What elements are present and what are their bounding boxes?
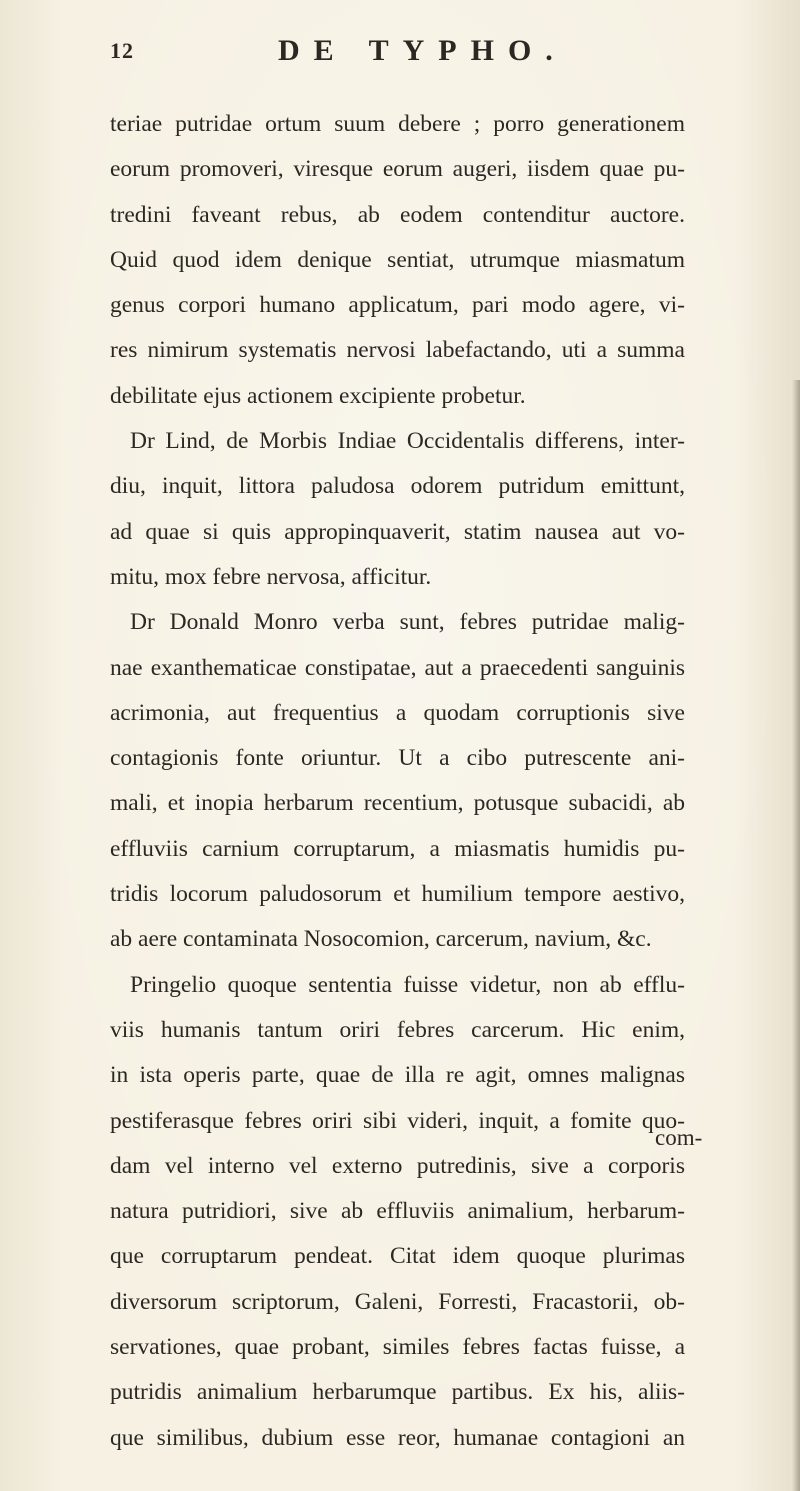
text-line: mitu, mox febre nervosa, afficitur. (110, 563, 432, 590)
text-line: tredini faveant rebus, ab eodem contenditur auctore. (110, 201, 685, 228)
text-line: diversorum scriptorum, Galeni, Forresti, Fracastorii, ob- (110, 1288, 685, 1315)
text-line: nae exanthematicae constipatae, aut a praecedenti sanguinis (110, 654, 685, 681)
text-line: dam vel interno vel externo putredinis, sive a corporis (110, 1152, 685, 1179)
text-line: genus corpori humano applicatum, pari modo agere, vi- (110, 292, 685, 319)
page-edge-shadow (792, 380, 800, 1491)
body-text (110, 102, 685, 1461)
page-number: 12 (110, 38, 134, 63)
text-line: res nimirum systematis nervosi labefactando, uti a summa (110, 337, 685, 364)
text-line: debilitate ejus actionem excipiente probetur. (110, 382, 526, 409)
text-line: effluviis carnium corruptarum, a miasmatis humidis pu- (110, 835, 685, 862)
text-line: tridis locorum paludosorum et humilium tempore aestivo, (110, 881, 685, 908)
text-line: Quid quod idem denique sentiat, utrumque miasmatum (110, 246, 685, 273)
text-line: ad quae si quis appropinquaverit, statim nausea aut vo- (110, 518, 685, 545)
text-line: Dr Donald Monro verba sunt, febres putridae malig- (130, 609, 685, 636)
text-line: acrimonia, aut frequentius a quodam corruptionis sive (110, 699, 685, 726)
running-title: DE TYPHO. (278, 34, 567, 67)
text-line: servationes, quae probant, similes febres factas fuisse, a (110, 1334, 685, 1361)
text-line: ab aere contaminata Nosocomion, carcerum, navium, &c. (110, 926, 652, 953)
text-line: que similibus, dubium esse reor, humanae contagioni an (110, 1424, 685, 1451)
text-line: Pringelio quoque sententia fuisse videtur, non ab efflu- (130, 971, 685, 998)
text-line: viis humanis tantum oriri febres carcerum. Hic enim, (110, 1016, 685, 1043)
text-line: Dr Lind, de Morbis Indiae Occidentalis differens, inter- (130, 428, 685, 455)
text-line: eorum promoveri, viresque eorum augeri, iisdem quae pu- (110, 156, 685, 183)
text-line: teriae putridae ortum suum debere ; porro generationem (110, 111, 685, 137)
text-line: in ista operis parte, quae de illa re agit, omnes malignas (110, 1062, 685, 1089)
text-line: pestiferasque febres oriri sibi videri, inquit, a fomite quo- (110, 1107, 685, 1134)
text-line: contagionis fonte oriuntur. Ut a cibo putrescente ani- (110, 745, 685, 772)
text-line: mali, et inopia herbarum recentium, potusque subacidi, ab (110, 790, 685, 817)
text-line: putridis animalium herbarumque partibus. Ex his, aliis- (110, 1379, 685, 1406)
text-line: natura putridiori, sive ab effluviis animalium, herbarum- (110, 1198, 685, 1225)
text-line: que corruptarum pendeat. Citat idem quoque plurimas (110, 1243, 685, 1270)
catchword: com- (655, 1125, 703, 1150)
text-line: diu, inquit, littora paludosa odorem putridum emittunt, (110, 473, 685, 500)
page-header (110, 34, 670, 78)
